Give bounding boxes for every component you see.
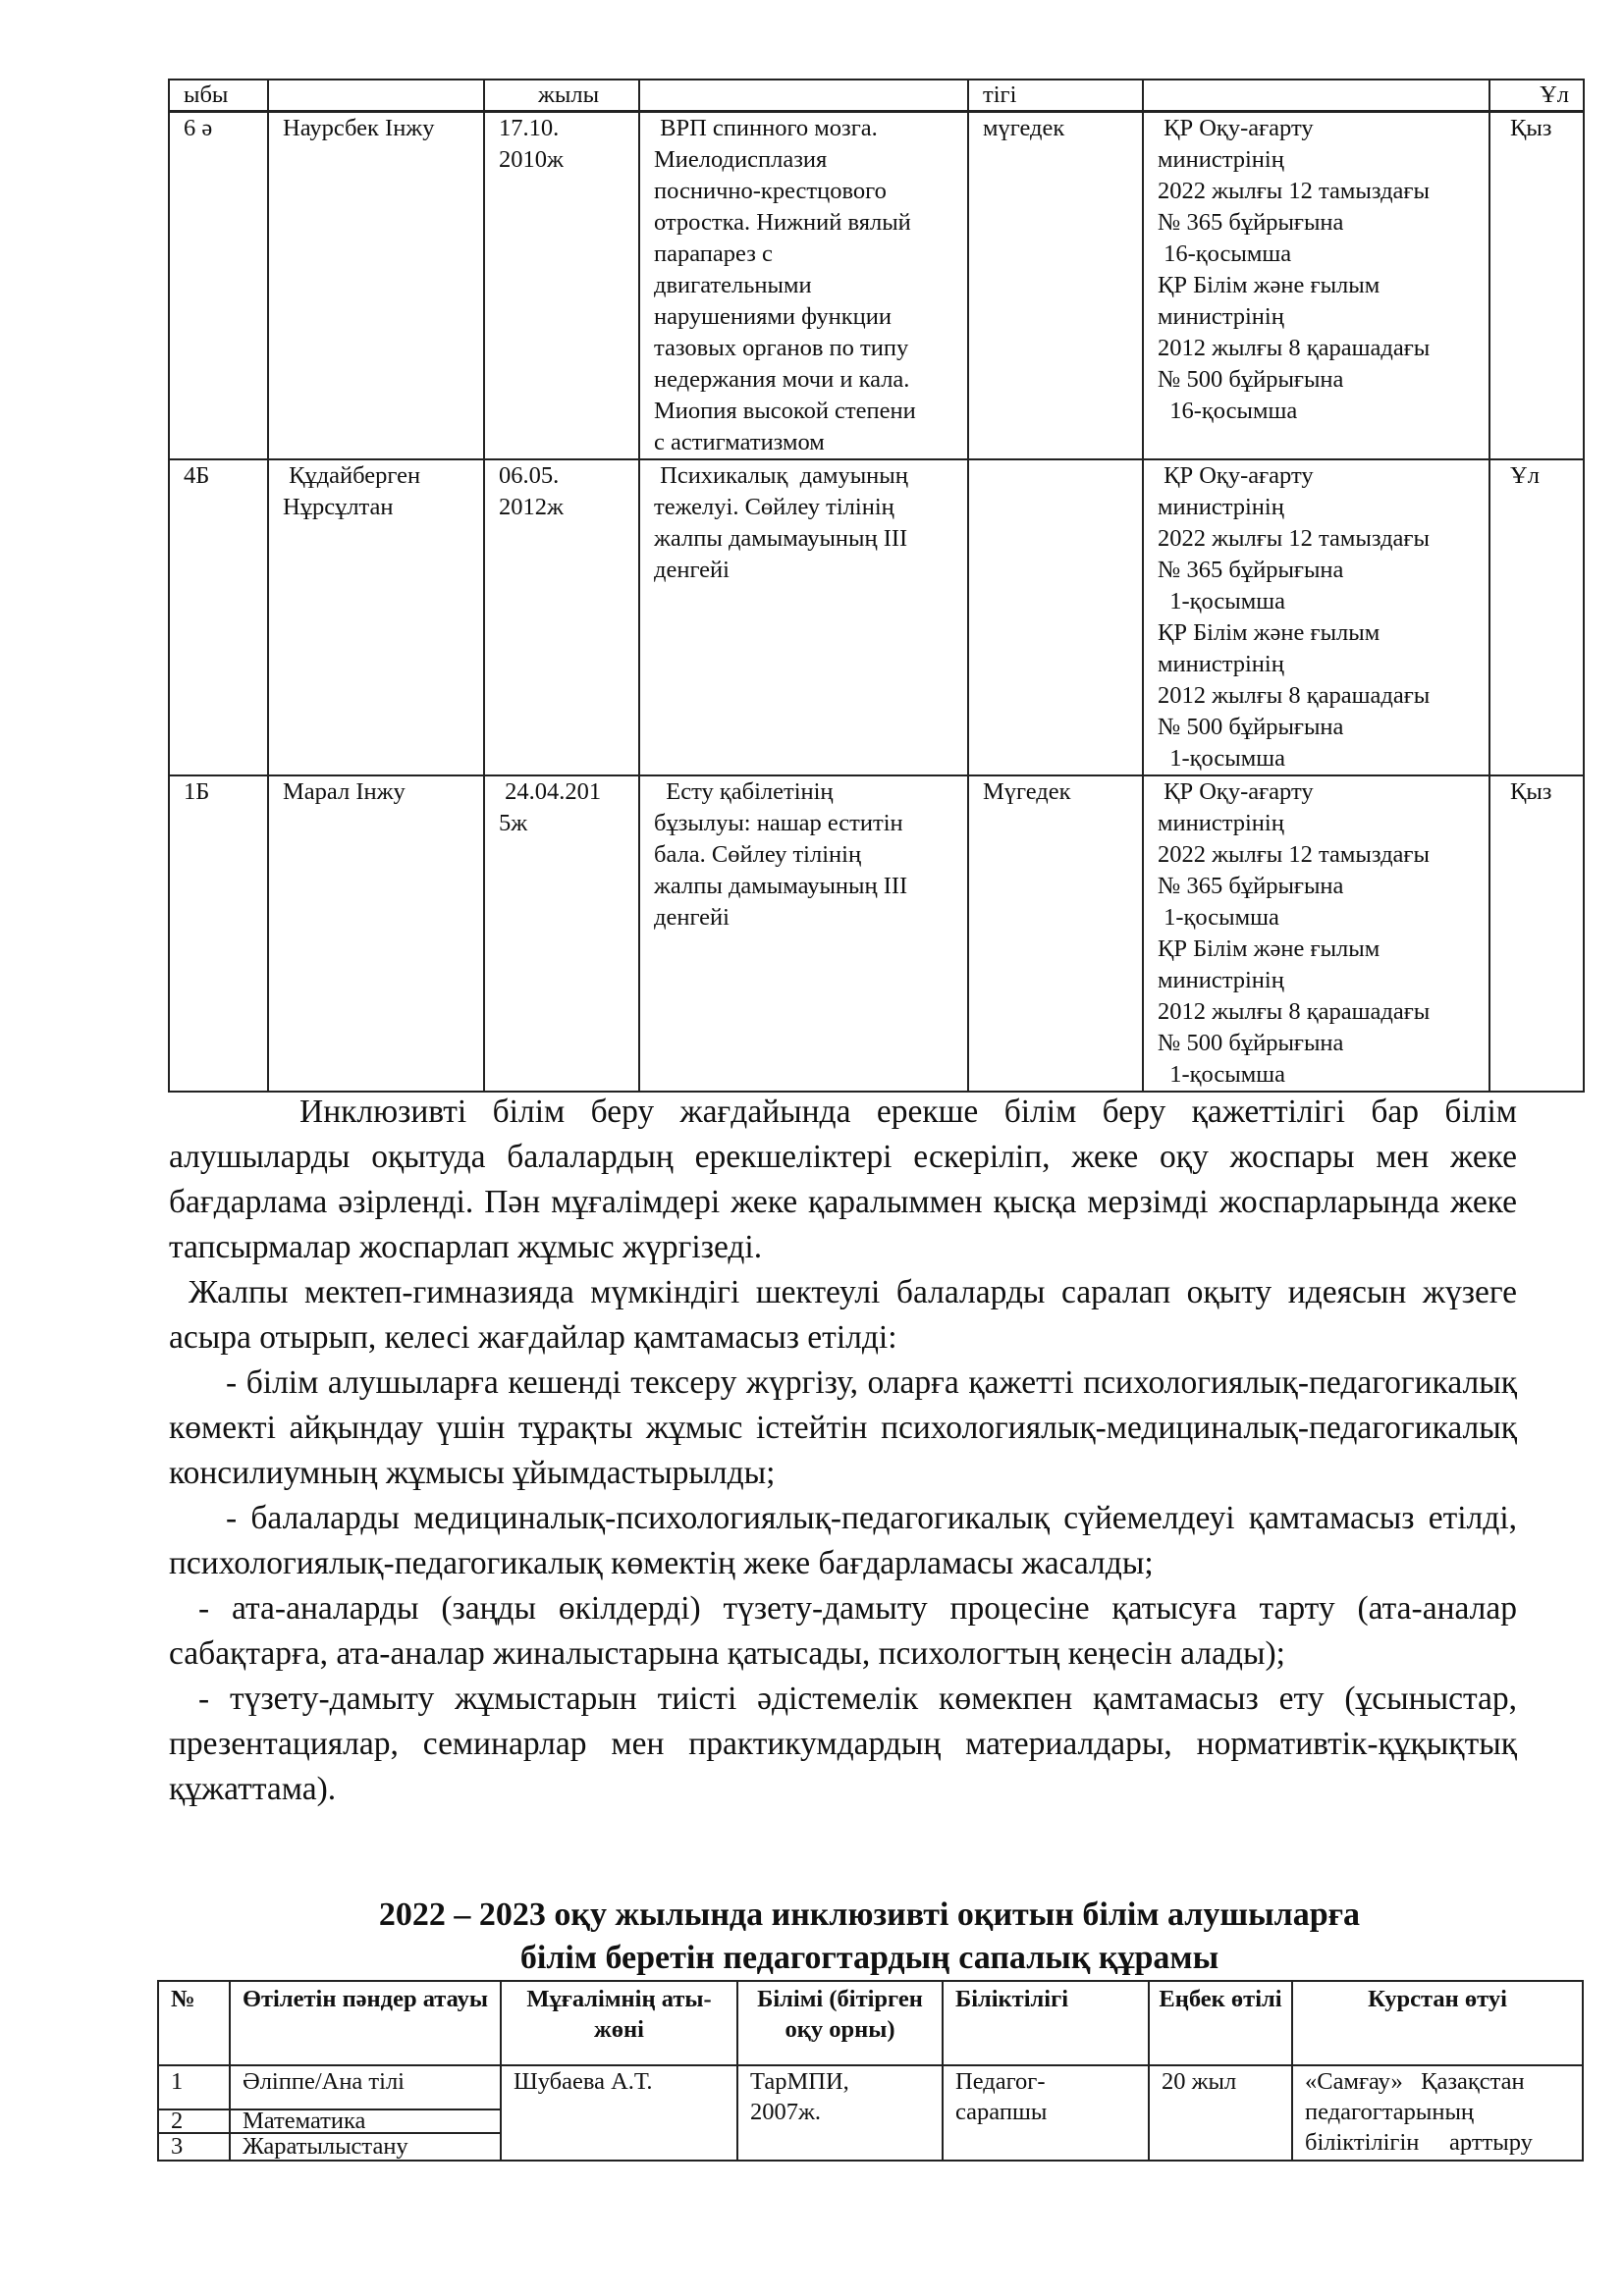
diagnosis-line: жалпы дамымауының ІІІ (654, 873, 908, 899)
order-line: министрінің (1158, 810, 1284, 836)
table-row (169, 459, 1584, 775)
cell-education (737, 2065, 943, 2161)
diagnosis-line: бала. Сөйлеу тілінің (654, 841, 862, 868)
order-line: 2022 жылғы 12 тамыздағы (1158, 178, 1430, 204)
education-line: ТарМПИ, (750, 2068, 849, 2095)
diagnosis-line: отростка. Нижний вялый (654, 209, 911, 236)
diagnosis-line: поснично-крестцового (654, 178, 887, 204)
cell-number: 3 (158, 2133, 230, 2161)
diagnosis-line: бұзылуы: нашар еститін (654, 810, 903, 836)
order-line: ҚР Білім және ғылым (1158, 935, 1380, 962)
order-line: 2012 жылғы 8 қарашадағы (1158, 998, 1431, 1025)
header-number: № (158, 1981, 230, 2065)
cell-number: 1 (158, 2065, 230, 2109)
name-line: Нұрсұлтан (283, 494, 394, 520)
paragraph-intro: Инклюзивті білім беру жағдайында ерекше білім беру қажеттілігі бар білім алушыларды оқытуда балалардың ерекшеліктері ескеріліп, жеке оқу жоспары мен жеке бағдарлама әзірленді. Пән мұғалімдері жеке қаралыммен қысқа мерзімді жоспарларында жеке тапсырмалар жоспарлап жұмыс жүргізеді. (169, 1094, 1517, 1265)
header-fragment-gender: Ұл (1489, 80, 1584, 112)
diagnosis-line: жалпы дамымауының ІІІ (654, 525, 908, 552)
cell-orders (1143, 459, 1489, 775)
header-fragment-orders (1143, 80, 1489, 112)
order-line: 2012 жылғы 8 қарашадағы (1158, 335, 1431, 361)
order-line: № 365 бұйрығына (1158, 873, 1344, 899)
order-line: ҚР Білім және ғылым (1158, 619, 1380, 646)
table-row (158, 2065, 1583, 2109)
cell-class: 4Б (169, 459, 268, 775)
cell-subject: Әліппе/Ана тілі (230, 2065, 501, 2109)
order-line: 2022 жылғы 12 тамыздағы (1158, 525, 1430, 552)
order-line: № 500 бұйрығына (1158, 366, 1344, 393)
cell-class: 1Б (169, 775, 268, 1092)
paragraph-bullet-consilium: - білім алушыларға кешенді тексеру жүргізу, оларға қажетті психологиялық-педагогикалық көмекті айқындау үшін тұрақты жұмыс істейтін психологиялық-медициналық-педагогикалық консилиумның жұмысы ұйымдастырылды; (169, 1364, 1517, 1491)
diagnosis-line: Миопия высокой степени (654, 398, 916, 424)
cell-gender: Ұл (1489, 459, 1584, 775)
name-line: Марал Інжу (283, 778, 406, 805)
order-line: 16-қосымша (1158, 240, 1292, 267)
birth-line: 17.10. (499, 115, 560, 141)
order-line: министрінің (1158, 146, 1284, 173)
order-line: № 500 бұйрығына (1158, 1030, 1344, 1056)
order-line: 16-қосымша (1158, 398, 1298, 424)
cell-orders (1143, 112, 1489, 460)
diagnosis-line: парапарез с (654, 240, 773, 267)
header-course: Курстан өтуі (1292, 1981, 1583, 2065)
table-header-row (158, 1981, 1583, 2065)
cell-birth (484, 112, 639, 460)
cell-class: 6 ә (169, 112, 268, 460)
header-fragment-status: тігі (968, 80, 1143, 112)
order-line: 2022 жылғы 12 тамыздағы (1158, 841, 1430, 868)
diagnosis-line: денгейі (654, 557, 730, 583)
diagnosis-line: денгейі (654, 904, 730, 931)
name-line: Құдайберген (283, 462, 421, 489)
diagnosis-line: Миелодисплазия (654, 146, 828, 173)
birth-line: 24.04.201 (499, 778, 602, 805)
qualification-line: сарапшы (955, 2099, 1048, 2125)
diagnosis-line: двигательными (654, 272, 812, 298)
header-teacher-name: Мұғалімнің аты-жөні (501, 1981, 737, 2065)
cell-experience: 20 жыл (1149, 2065, 1292, 2161)
students-table (168, 79, 1585, 1093)
order-line: 1-қосымша (1158, 1061, 1286, 1088)
name-line: Наурсбек Інжу (283, 115, 435, 141)
header-qualification: Біліктілігі (943, 1981, 1149, 2065)
paragraph-bullet-methodology: - түзету-дамыту жұмыстарын тиісті әдістемелік көмекпен қамтамасыз ету (ұсыныстар, презентациялар, семинарлар мен практикумдардың материалдары, нормативтік-құқықтық құжаттама). (169, 1681, 1517, 1807)
birth-line: 5ж (499, 810, 528, 836)
cell-teacher-name: Шубаева А.Т. (501, 2065, 737, 2161)
diagnosis-line: Психикалық дамуының (654, 462, 908, 489)
header-fragment-class: ыбы (169, 80, 268, 112)
diagnosis-line: ВРП спинного мозга. (654, 115, 878, 141)
header-fragment-name (268, 80, 484, 112)
header-fragment-diagnosis (639, 80, 968, 112)
order-line: № 365 бұйрығына (1158, 557, 1344, 583)
section-heading-line1: 2022 – 2023 оқу жылында инклюзивті оқитын білім алушыларға (378, 1896, 1361, 1933)
course-line: «Самғау» Қазақстан (1305, 2068, 1525, 2095)
cell-qualification (943, 2065, 1149, 2161)
education-line: 2007ж. (750, 2099, 822, 2125)
order-line: 1-қосымша (1158, 904, 1279, 931)
birth-line: 2010ж (499, 146, 564, 173)
order-line: министрінің (1158, 303, 1284, 330)
order-line: № 365 бұйрығына (1158, 209, 1344, 236)
header-experience: Еңбек өтілі (1149, 1981, 1292, 2065)
diagnosis-line: с астигматизмом (654, 429, 825, 455)
section-heading-line2: білім беретін педагогтардың сапалық құрамы (519, 1940, 1219, 1976)
birth-line: 06.05. (499, 462, 560, 489)
diagnosis-line: Есту қабілетінің (654, 778, 834, 805)
order-line: министрінің (1158, 494, 1284, 520)
qualification-line: Педагог- (955, 2068, 1046, 2095)
header-education: Білімі (бітірген оқу орны) (737, 1981, 943, 2065)
cell-orders (1143, 775, 1489, 1092)
paragraph-conditions: Жалпы мектеп-гимназияда мүмкіндігі шектеулі балаларды саралап оқыту идеясын жүзеге асыра отырып, келесі жағдайлар қамтамасыз етілді: (169, 1274, 1517, 1356)
cell-name (268, 112, 484, 460)
order-line: ҚР Білім және ғылым (1158, 272, 1380, 298)
course-line: біліктілігін арттыру (1305, 2129, 1533, 2156)
course-line: педагогтарының (1305, 2099, 1475, 2125)
order-line: № 500 бұйрығына (1158, 714, 1344, 740)
birth-line: 2012ж (499, 494, 564, 520)
diagnosis-line: недержания мочи и кала. (654, 366, 910, 393)
cell-birth (484, 459, 639, 775)
cell-course (1292, 2065, 1583, 2161)
cell-status: мүгедек (968, 112, 1143, 460)
cell-subject: Жаратылыстану (230, 2133, 501, 2161)
order-line: ҚР Оқу-ағарту (1158, 462, 1314, 489)
order-line: ҚР Оқу-ағарту (1158, 115, 1314, 141)
diagnosis-line: тазовых органов по типу (654, 335, 909, 361)
order-line: 2012 жылғы 8 қарашадағы (1158, 682, 1431, 709)
header-fragment-birth: жылы (484, 80, 639, 112)
diagnosis-line: нарушениями функции (654, 303, 892, 330)
table-row (169, 112, 1584, 460)
order-line: министрінің (1158, 651, 1284, 677)
order-line: 1-қосымша (1158, 588, 1286, 614)
cell-status: Мүгедек (968, 775, 1143, 1092)
cell-gender: Қыз (1489, 775, 1584, 1092)
paragraph-bullet-support: - балаларды медициналық-психологиялық-педагогикалық сүйемелдеуі қамтамасыз етілді, психологиялық-педагогикалық көмектің жеке бағдарламасы жасалды; (169, 1500, 1517, 1581)
cell-name (268, 775, 484, 1092)
teachers-table (157, 1980, 1584, 2162)
cell-diagnosis (639, 112, 968, 460)
cell-gender: Қыз (1489, 112, 1584, 460)
paragraph-bullet-parents: - ата-аналарды (заңды өкілдерді) түзету-дамыту процесіне қатысуға тарту (ата-аналар сабақтарға, ата-аналар жиналыстарына қатысады, психологтың кеңесін алады); (169, 1590, 1517, 1672)
cell-diagnosis (639, 775, 968, 1092)
order-line: 1-қосымша (1158, 745, 1286, 772)
order-line: министрінің (1158, 967, 1284, 993)
header-subject: Өтілетін пәндер атауы (230, 1981, 501, 2065)
body-text (169, 1090, 1517, 1812)
diagnosis-line: тежелуі. Сөйлеу тілінің (654, 494, 894, 520)
cell-subject: Математика (230, 2109, 501, 2133)
cell-name (268, 459, 484, 775)
cell-birth (484, 775, 639, 1092)
table-row (169, 775, 1584, 1092)
cell-diagnosis (639, 459, 968, 775)
table-header-row (169, 80, 1584, 112)
cell-status (968, 459, 1143, 775)
order-line: ҚР Оқу-ағарту (1158, 778, 1314, 805)
cell-number: 2 (158, 2109, 230, 2133)
